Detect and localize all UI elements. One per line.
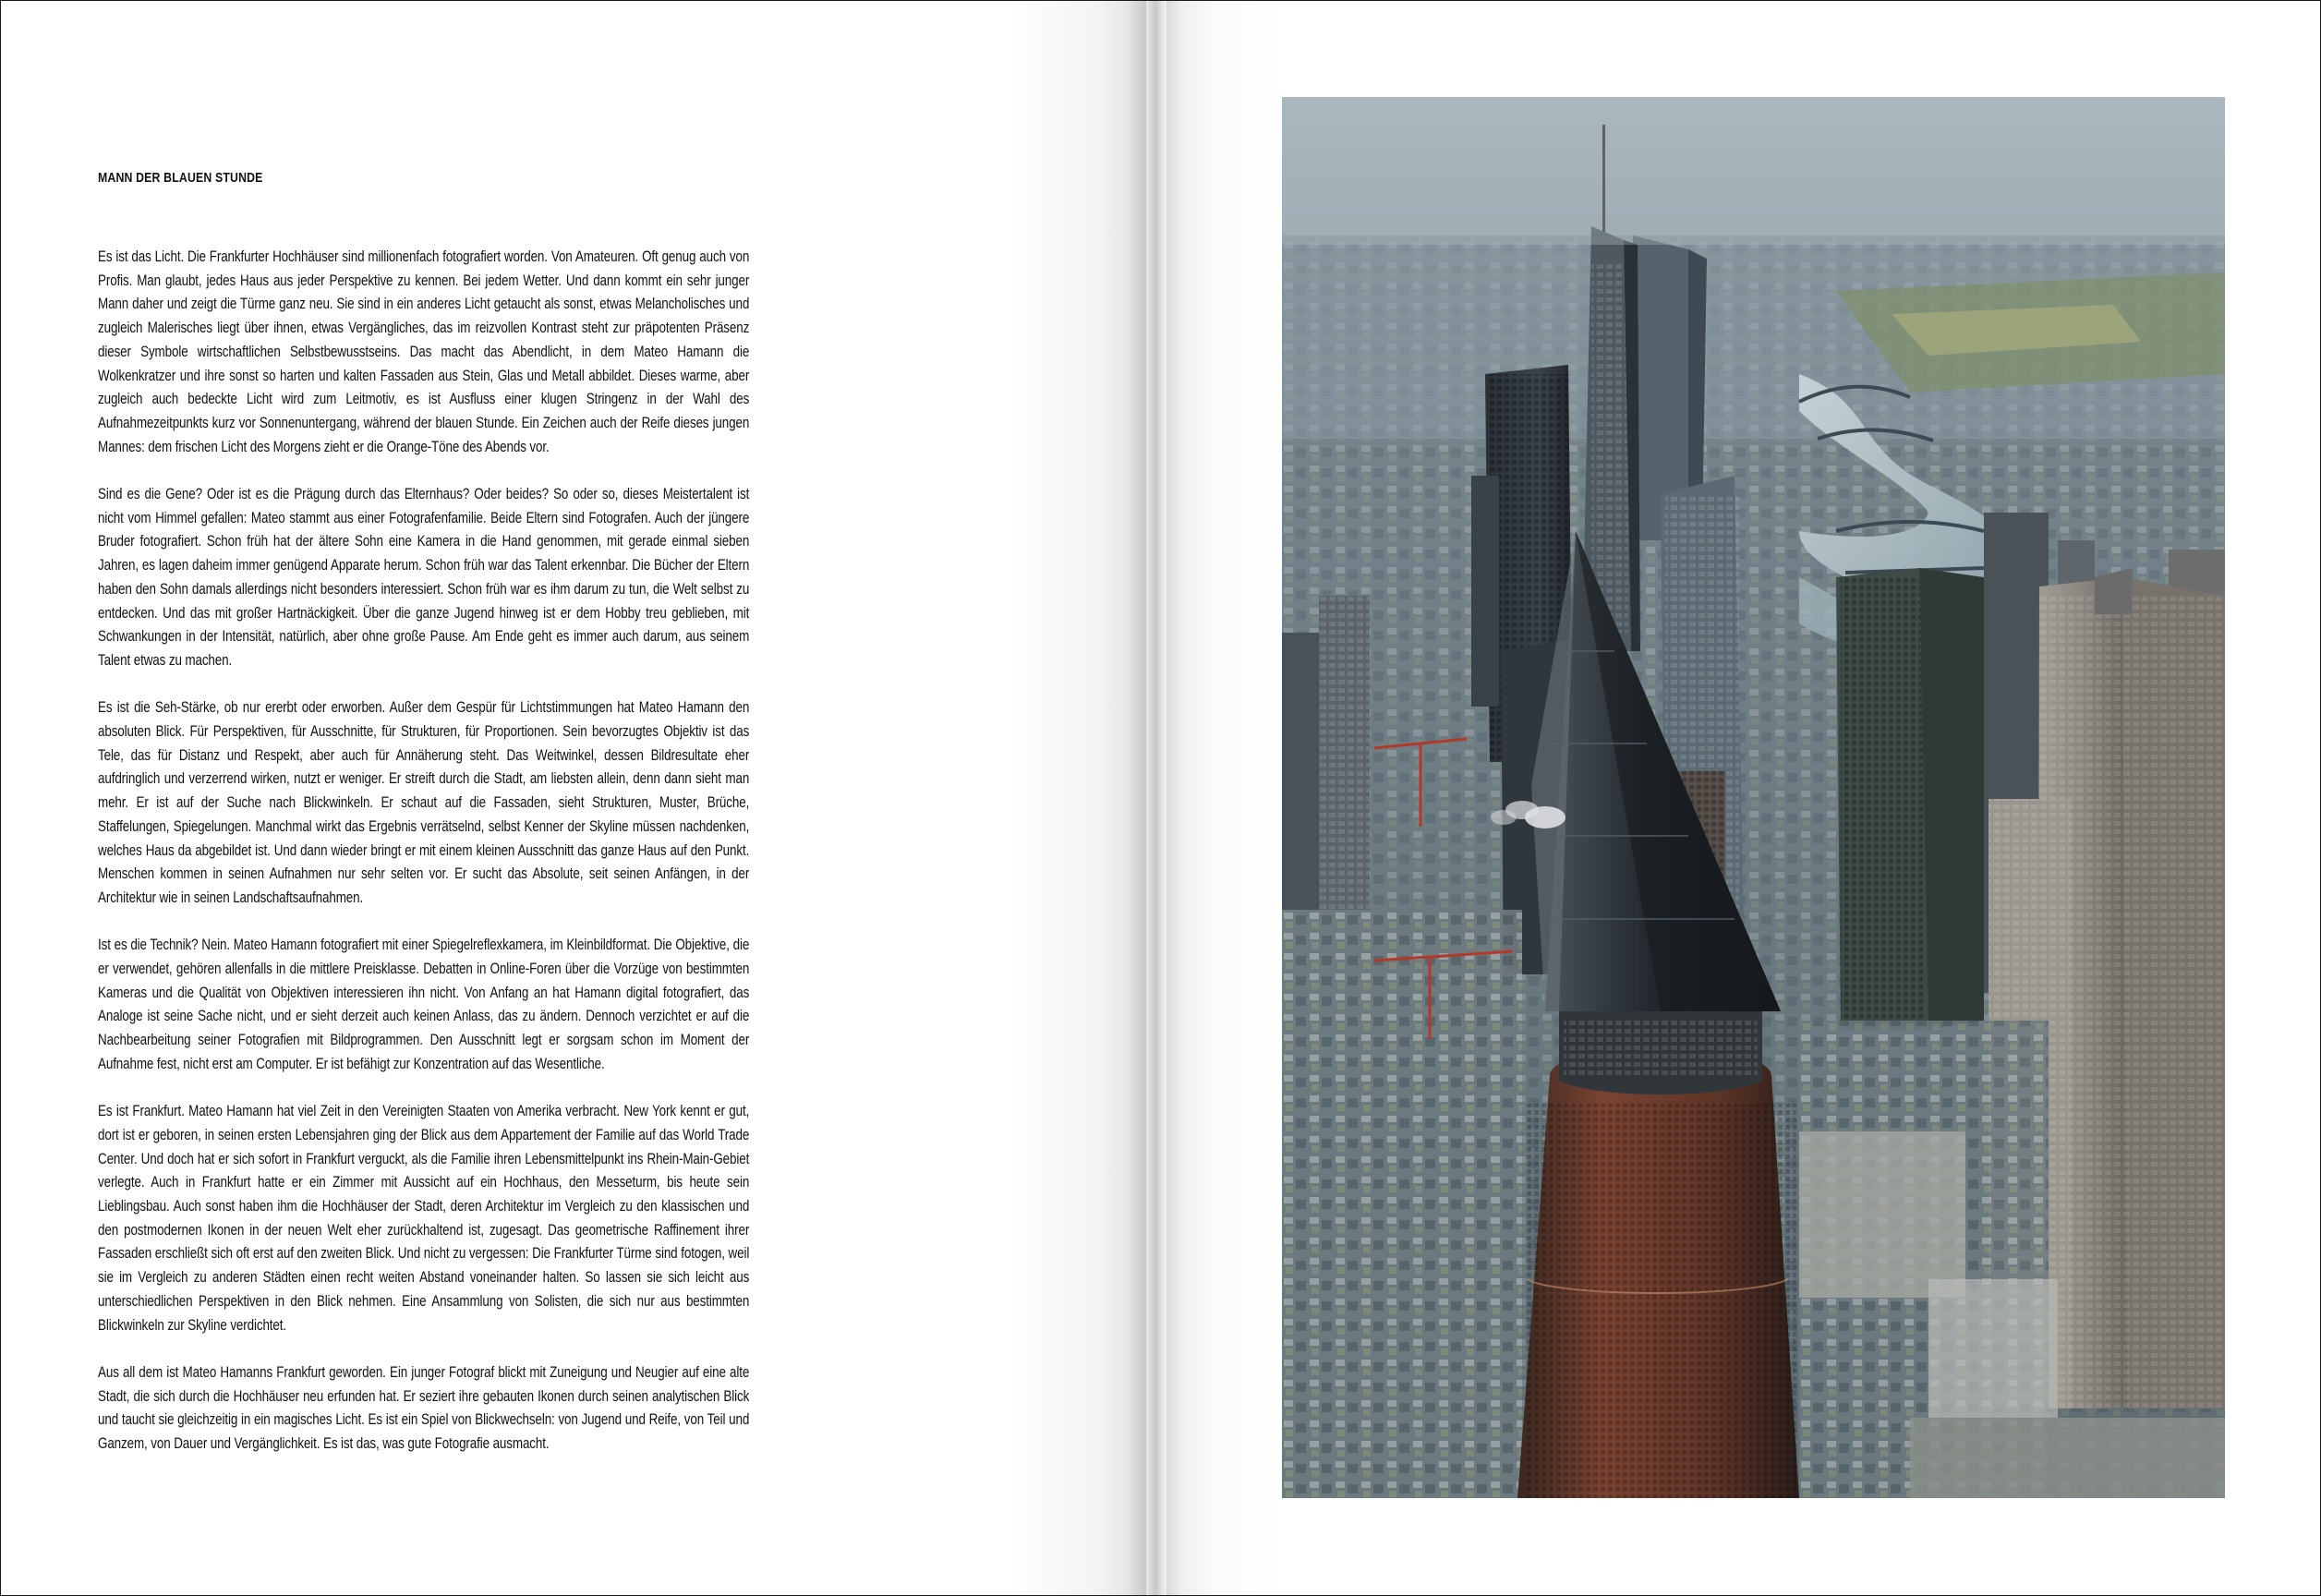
article xyxy=(98,169,749,1480)
article-paragraph: Ist es die Technik? Nein. Mateo Hamann fotografiert mit einer Spiegelreflexkamera, im Kleinbildformat. Die Objektive, die er verwendet, gehören allenfalls in die mittlere Preisklasse. Debatten in Online-Foren über die Vorzüge von bestimmten Kameras und die Qualität von Objektiven interessieren ihn nicht. Von Anfang an hat Hamann digital fotografiert, das Analoge ist seine Sache nicht, und er sieht derzeit auch keinen Anlass, das zu ändern. Dennoch verzichtet er auf die Nachbearbeitung seiner Fotografien mit Bildprogrammen. Den Ausschnitt legt er sorgsam schon im Moment der Aufnahme fest, nicht erst am Computer. Er ist befähigt zur Konzentration auf das Wesentliche. xyxy=(98,937,750,1072)
article-paragraph: Aus all dem ist Mateo Hamanns Frankfurt geworden. Ein junger Fotograf blickt mit Zuneigung und Neugier auf eine alte Stadt, die sich durch die Hochhäuser neu erfunden hat. Er seziert ihre gebauten Ikonen durch seinen analytischen Blick und taucht sie gleichzeitig in ein magisches Licht. Es ist ein Spiel von Blickwechseln: von Jugend und Reife, von Teil und Ganzem, von Dauer und Vergänglichkeit. Es ist das, was gute Fotografie ausmacht. xyxy=(98,1363,750,1453)
skyline-photo-illustration xyxy=(1282,97,2225,1498)
article-headline: MANN DER BLAUEN STUNDE xyxy=(98,170,263,186)
page-gutter xyxy=(1128,1,1183,1595)
article-paragraph: Es ist das Licht. Die Frankfurter Hochhäuser sind millionenfach fotografiert worden. Von Amateuren. Oft genug auch von Profis. Man glaubt, jedes Haus aus jeder Perspektive zu kennen. Bei jedem Wetter. Und dann kommt ein sehr junger Mann daher und zeigt die Türme ganz neu. Sie sind in ein anderes Licht getaucht als sonst, etwas Melancholisches und zugleich Malerisches liegt über ihnen, etwas Vergängliches, das im reizvollen Kontrast steht zur präpotenten Präsenz dieser Symbole wirtschaftlichen Selbstbewusstseins. Das macht das Abendlicht, in dem Mateo Hamann die Wolkenkratzer und ihre sonst so harten und kalten Fassaden aus Stein, Glas und Metall abbildet. Dieses warme, aber zugleich auch bedeckte Licht wird zum Leitmotiv, es ist Ausfluss einer klugen Stringenz in der Wahl des Aufnahmezeitpunkts kurz vor Sonnenuntergang, während der blauen Stunde. Ein Zeichen auch der Reife dieses jungen Mannes: dem frischen Licht des Morgens zieht er die Orange-Töne des Abends vor. xyxy=(98,248,750,455)
left-page xyxy=(1,1,1146,1595)
article-paragraph: Es ist die Seh-Stärke, ob nur ererbt oder erworben. Außer dem Gespür für Lichtstimmungen hat Mateo Hamann den absoluten Blick. Für Perspektiven, für Ausschnitte, für Strukturen, für Proportionen. Sein bevorzugtes Objektiv ist das Tele, das für Distanz und Respekt, aber auch für Annäherung steht. Das Weitwinkel, dessen Bildresultate eher aufdringlich und verzerrend wirken, nutzt er weniger. Er streift durch die Stadt, am liebsten allein, denn dann sieht man mehr. Er ist auf der Suche nach Blickwinkeln. Er schaut auf die Fassaden, sieht Strukturen, Muster, Brüche, Staffelungen, Spiegelungen. Manchmal wirkt das Ergebnis verrätselnd, selbst Kenner der Skyline müssen nachdenken, welches Haus da abgebildet ist. Und dann wieder bringt er mit einem kleinen Ausschnitt das ganze Haus auf den Punkt. Menschen kommen in seinen Aufnahmen nur sehr selten vor. Er sucht das Absolute, seit seinen Anfängen, in der Architektur wie in seinen Landschaftsaufnahmen. xyxy=(98,699,750,906)
article-paragraph: Es ist Frankfurt. Mateo Hamann hat viel Zeit in den Vereinigten Staaten von Amerika verbracht. New York kennt er gut, dort ist er geboren, in seinen ersten Lebensjahren ging der Blick aus dem Appartement der Familie auf das World Trade Center. Und doch hat er sich sofort in Frankfurt verguckt, als die Familie ihren Lebensmittelpunkt ins Rhein-Main-Gebiet verlegte. Auch in Frankfurt hatte er ein Zimmer mit Aussicht auf ein Hochhaus, den Messeturm, bis heute sein Lieblingsbau. Auch sonst haben ihm die Hochhäuser der Stadt, deren Architektur im Vergleich zu den klassischen und den postmodernen Ikonen in der neuen Welt eher zurückhaltend ist, zugesagt. Das geometrische Raffinement ihrer Fassaden erschließt sich oft erst auf den zweiten Blick. Und nicht zu vergessen: Die Frankfurter Türme sind fotogen, weil sie im Vergleich zu anderen Städten einen recht weiten Abstand voneinander halten. So lassen sie sich leicht aus unterschiedlichen Perspektiven in den Blick nehmen. Eine Ansammlung von Solisten, die sich nur aus bestimmten Blickwinkeln zur Skyline verdichtet. xyxy=(98,1103,750,1334)
article-paragraph: Sind es die Gene? Oder ist es die Prägung durch das Elternhaus? Oder beides? So oder so, dieses Meistertalent ist nicht vom Himmel gefallen: Mateo stammt aus einer Fotografenfamilie. Beide Eltern sind Fotografen. Auch der jüngere Bruder fotografiert. Schon früh hat der ältere Sohn eine Kamera in die Hand genommen, mit gerade einmal sieben Jahren, es lagen daheim immer genügend Apparate herum. Schon früh war das Talent erkennbar. Die Bücher der Eltern haben den Sohn damals allerdings nicht besonders interessiert. Schon früh war es ihm darum zu tun, die Welt selbst zu entdecken. Und das mit großer Hartnäckigkeit. Über die ganze Jugend hinweg ist er dem Hobby treu geblieben, mit Schwankungen in der Intensität, natürlich, aber ohne große Pause. Am Ende geht es immer auch darum, aus seinem Talent etwas zu machen. xyxy=(98,486,750,669)
skyline-photo xyxy=(1282,97,2225,1498)
